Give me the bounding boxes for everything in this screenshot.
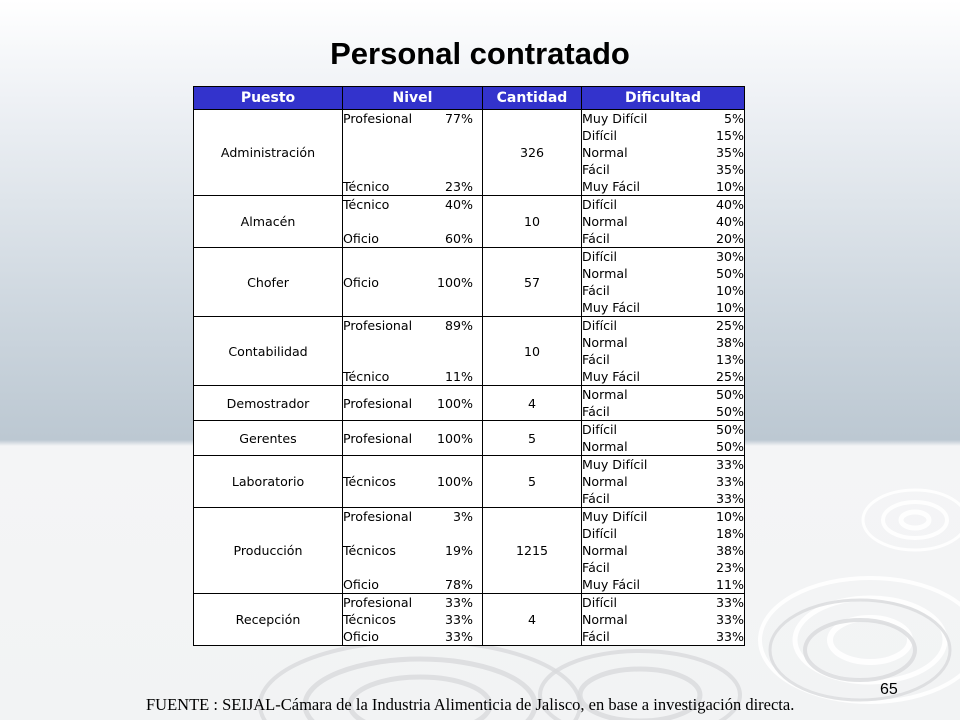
dificultad-name: Muy Difícil xyxy=(582,111,648,126)
header-dificultad: Dificultad xyxy=(582,87,745,110)
dificultad-name: Fácil xyxy=(582,404,610,419)
nivel-entry xyxy=(343,542,482,559)
cell-dificultad xyxy=(582,508,745,594)
dificultad-entry xyxy=(582,438,744,455)
table-row xyxy=(194,508,745,594)
nivel-entry xyxy=(343,508,482,525)
dificultad-name: Difícil xyxy=(582,249,618,264)
dificultad-entry xyxy=(582,542,744,559)
table-row xyxy=(194,386,745,421)
cell-dificultad xyxy=(582,594,745,646)
header-puesto: Puesto xyxy=(194,87,343,110)
nivel-name: Profesional xyxy=(343,430,413,446)
dificultad-name: Normal xyxy=(582,214,628,229)
cell-puesto: Chofer xyxy=(194,248,343,317)
dificultad-entry xyxy=(582,473,744,490)
dificultad-entry xyxy=(582,196,744,213)
nivel-name: Oficio xyxy=(343,274,379,290)
nivel-name: Técnico xyxy=(343,179,390,194)
nivel-percent: 40% xyxy=(445,197,473,212)
dificultad-percent: 38% xyxy=(716,335,744,350)
cell-nivel xyxy=(343,110,483,196)
page-title: Personal contratado xyxy=(330,36,630,71)
dificultad-entry xyxy=(582,403,744,420)
cell-puesto: Laboratorio xyxy=(194,456,343,508)
dificultad-percent: 50% xyxy=(716,439,744,454)
dificultad-entry xyxy=(582,490,744,507)
dificultad-name: Fácil xyxy=(582,352,610,367)
dificultad-percent: 33% xyxy=(716,612,744,627)
dificultad-percent: 40% xyxy=(716,197,744,212)
nivel-name: Profesional xyxy=(343,318,413,333)
dificultad-percent: 33% xyxy=(716,595,744,610)
dificultad-name: Muy Fácil xyxy=(582,369,641,384)
nivel-percent: 23% xyxy=(445,179,473,194)
cell-dificultad xyxy=(582,456,745,508)
dificultad-name: Normal xyxy=(582,145,628,160)
dificultad-entry xyxy=(582,594,744,611)
nivel-entry xyxy=(343,368,482,385)
cell-puesto: Demostrador xyxy=(194,386,343,421)
dificultad-entry xyxy=(582,230,744,247)
cell-dificultad xyxy=(582,317,745,386)
cell-cantidad: 4 xyxy=(483,386,582,421)
nivel-entry xyxy=(343,611,482,628)
nivel-entry xyxy=(343,628,482,645)
nivel-entry xyxy=(343,274,482,291)
table-row xyxy=(194,248,745,317)
cell-nivel xyxy=(343,508,483,594)
dificultad-percent: 10% xyxy=(716,179,744,194)
dificultad-entry xyxy=(582,628,744,645)
page-number: 65 xyxy=(880,681,898,698)
cell-cantidad: 10 xyxy=(483,317,582,386)
cell-puesto: Gerentes xyxy=(194,421,343,456)
table-row xyxy=(194,317,745,386)
table-row xyxy=(194,421,745,456)
cell-cantidad: 5 xyxy=(483,421,582,456)
nivel-entry xyxy=(343,473,482,490)
dificultad-percent: 50% xyxy=(716,422,744,437)
nivel-percent: 33% xyxy=(445,612,473,627)
nivel-percent: 100% xyxy=(436,430,473,446)
dificultad-entry xyxy=(582,559,744,576)
dificultad-percent: 20% xyxy=(716,231,744,246)
nivel-entry xyxy=(343,395,482,412)
cell-puesto: Administración xyxy=(194,110,343,196)
dificultad-percent: 33% xyxy=(716,491,744,506)
nivel-entry xyxy=(343,230,482,247)
dificultad-name: Difícil xyxy=(582,526,618,541)
cell-nivel xyxy=(343,196,483,248)
header-nivel: Nivel xyxy=(343,87,483,110)
dificultad-percent: 33% xyxy=(716,629,744,644)
dificultad-percent: 25% xyxy=(716,318,744,333)
cell-dificultad xyxy=(582,196,745,248)
dificultad-name: Normal xyxy=(582,335,628,350)
dificultad-name: Normal xyxy=(582,543,628,558)
cell-dificultad xyxy=(582,248,745,317)
nivel-percent: 100% xyxy=(436,395,473,411)
personal-table xyxy=(193,86,745,646)
dificultad-name: Muy Difícil xyxy=(582,457,648,472)
header-cantidad: Cantidad xyxy=(483,87,582,110)
nivel-percent: 60% xyxy=(445,231,473,246)
dificultad-entry xyxy=(582,525,744,542)
nivel-percent: 100% xyxy=(436,474,473,489)
nivel-name: Oficio xyxy=(343,577,379,592)
dificultad-name: Fácil xyxy=(582,231,610,246)
dificultad-name: Difícil xyxy=(582,318,618,333)
dificultad-name: Difícil xyxy=(582,422,618,437)
cell-cantidad: 326 xyxy=(483,110,582,196)
dificultad-percent: 35% xyxy=(716,162,744,177)
cell-puesto: Recepción xyxy=(194,594,343,646)
dificultad-entry xyxy=(582,508,744,525)
dificultad-entry xyxy=(582,299,744,316)
dificultad-name: Normal xyxy=(582,474,628,489)
nivel-entry xyxy=(343,576,482,593)
nivel-percent: 33% xyxy=(445,629,473,644)
nivel-percent: 89% xyxy=(445,318,473,333)
dificultad-name: Fácil xyxy=(582,162,610,177)
dificultad-entry xyxy=(582,317,744,334)
nivel-entry xyxy=(343,196,482,213)
dificultad-percent: 33% xyxy=(716,474,744,489)
dificultad-entry xyxy=(582,421,744,438)
dificultad-percent: 23% xyxy=(716,560,744,575)
dificultad-name: Muy Difícil xyxy=(582,509,648,524)
cell-puesto: Almacén xyxy=(194,196,343,248)
table-body xyxy=(194,110,745,646)
nivel-entry xyxy=(343,178,482,195)
nivel-percent: 11% xyxy=(445,369,473,384)
dificultad-name: Difícil xyxy=(582,595,618,610)
cell-cantidad: 5 xyxy=(483,456,582,508)
dificultad-name: Normal xyxy=(582,266,628,281)
dificultad-name: Fácil xyxy=(582,283,610,298)
dificultad-name: Difícil xyxy=(582,197,618,212)
cell-cantidad: 4 xyxy=(483,594,582,646)
nivel-name: Profesional xyxy=(343,111,413,126)
nivel-name: Oficio xyxy=(343,629,379,644)
nivel-name: Profesional xyxy=(343,595,413,610)
dificultad-percent: 11% xyxy=(716,577,744,592)
nivel-entry xyxy=(343,110,482,127)
dificultad-percent: 40% xyxy=(716,214,744,229)
dificultad-entry xyxy=(582,144,744,161)
dificultad-entry xyxy=(582,178,744,195)
dificultad-name: Normal xyxy=(582,612,628,627)
nivel-name: Oficio xyxy=(343,231,379,246)
dificultad-entry xyxy=(582,456,744,473)
nivel-name: Técnicos xyxy=(343,543,396,558)
dificultad-entry xyxy=(582,248,744,265)
dificultad-name: Fácil xyxy=(582,560,610,575)
cell-nivel xyxy=(343,386,483,421)
dificultad-percent: 10% xyxy=(716,283,744,298)
nivel-name: Técnico xyxy=(343,197,390,212)
dificultad-name: Fácil xyxy=(582,629,610,644)
nivel-name: Técnicos xyxy=(343,474,396,489)
nivel-percent: 100% xyxy=(436,274,473,290)
dificultad-percent: 10% xyxy=(716,300,744,315)
cell-puesto: Producción xyxy=(194,508,343,594)
dificultad-percent: 30% xyxy=(716,249,744,264)
cell-dificultad xyxy=(582,110,745,196)
cell-cantidad: 57 xyxy=(483,248,582,317)
cell-nivel xyxy=(343,421,483,456)
dificultad-entry xyxy=(582,576,744,593)
cell-nivel xyxy=(343,248,483,317)
dificultad-name: Difícil xyxy=(582,128,618,143)
nivel-percent: 33% xyxy=(445,595,473,610)
nivel-name: Profesional xyxy=(343,395,413,411)
cell-nivel xyxy=(343,456,483,508)
nivel-percent: 19% xyxy=(445,543,473,558)
dificultad-entry xyxy=(582,127,744,144)
dificultad-percent: 25% xyxy=(716,369,744,384)
nivel-percent: 3% xyxy=(453,509,473,524)
table-row xyxy=(194,594,745,646)
dificultad-name: Fácil xyxy=(582,491,610,506)
source-footnote: FUENTE : SEIJAL-Cámara de la Industria Alimenticia de Jalisco, en base a investigación directa. xyxy=(146,695,795,714)
cell-puesto: Contabilidad xyxy=(194,317,343,386)
cell-dificultad xyxy=(582,421,745,456)
dificultad-name: Muy Fácil xyxy=(582,577,641,592)
cell-cantidad: 10 xyxy=(483,196,582,248)
table-row xyxy=(194,456,745,508)
cell-cantidad: 1215 xyxy=(483,508,582,594)
nivel-name: Técnico xyxy=(343,369,390,384)
dificultad-entry xyxy=(582,368,744,385)
table-row xyxy=(194,196,745,248)
dificultad-percent: 15% xyxy=(716,128,744,143)
nivel-percent: 77% xyxy=(445,111,473,126)
dificultad-percent: 50% xyxy=(716,387,744,402)
dificultad-percent: 50% xyxy=(716,266,744,281)
dificultad-name: Normal xyxy=(582,387,628,402)
dificultad-name: Normal xyxy=(582,439,628,454)
dificultad-name: Muy Fácil xyxy=(582,179,641,194)
dificultad-percent: 33% xyxy=(716,457,744,472)
cell-nivel xyxy=(343,594,483,646)
dificultad-percent: 13% xyxy=(716,352,744,367)
dificultad-percent: 50% xyxy=(716,404,744,419)
cell-nivel xyxy=(343,317,483,386)
nivel-percent: 78% xyxy=(445,577,473,592)
dificultad-entry xyxy=(582,265,744,282)
dificultad-entry xyxy=(582,334,744,351)
dificultad-percent: 35% xyxy=(716,145,744,160)
dificultad-percent: 5% xyxy=(724,111,744,126)
nivel-entry xyxy=(343,317,482,334)
dificultad-entry xyxy=(582,161,744,178)
nivel-entry xyxy=(343,430,482,447)
nivel-entry xyxy=(343,594,482,611)
dificultad-percent: 18% xyxy=(716,526,744,541)
nivel-name: Profesional xyxy=(343,509,413,524)
dificultad-name: Muy Fácil xyxy=(582,300,641,315)
cell-dificultad xyxy=(582,386,745,421)
dificultad-percent: 38% xyxy=(716,543,744,558)
nivel-name: Técnicos xyxy=(343,612,396,627)
table-row xyxy=(194,110,745,196)
dificultad-entry xyxy=(582,351,744,368)
dificultad-percent: 10% xyxy=(716,509,744,524)
dificultad-entry xyxy=(582,110,744,127)
dificultad-entry xyxy=(582,282,744,299)
dificultad-entry xyxy=(582,213,744,230)
dificultad-entry xyxy=(582,611,744,628)
table-header-row xyxy=(194,87,745,110)
dificultad-entry xyxy=(582,386,744,403)
